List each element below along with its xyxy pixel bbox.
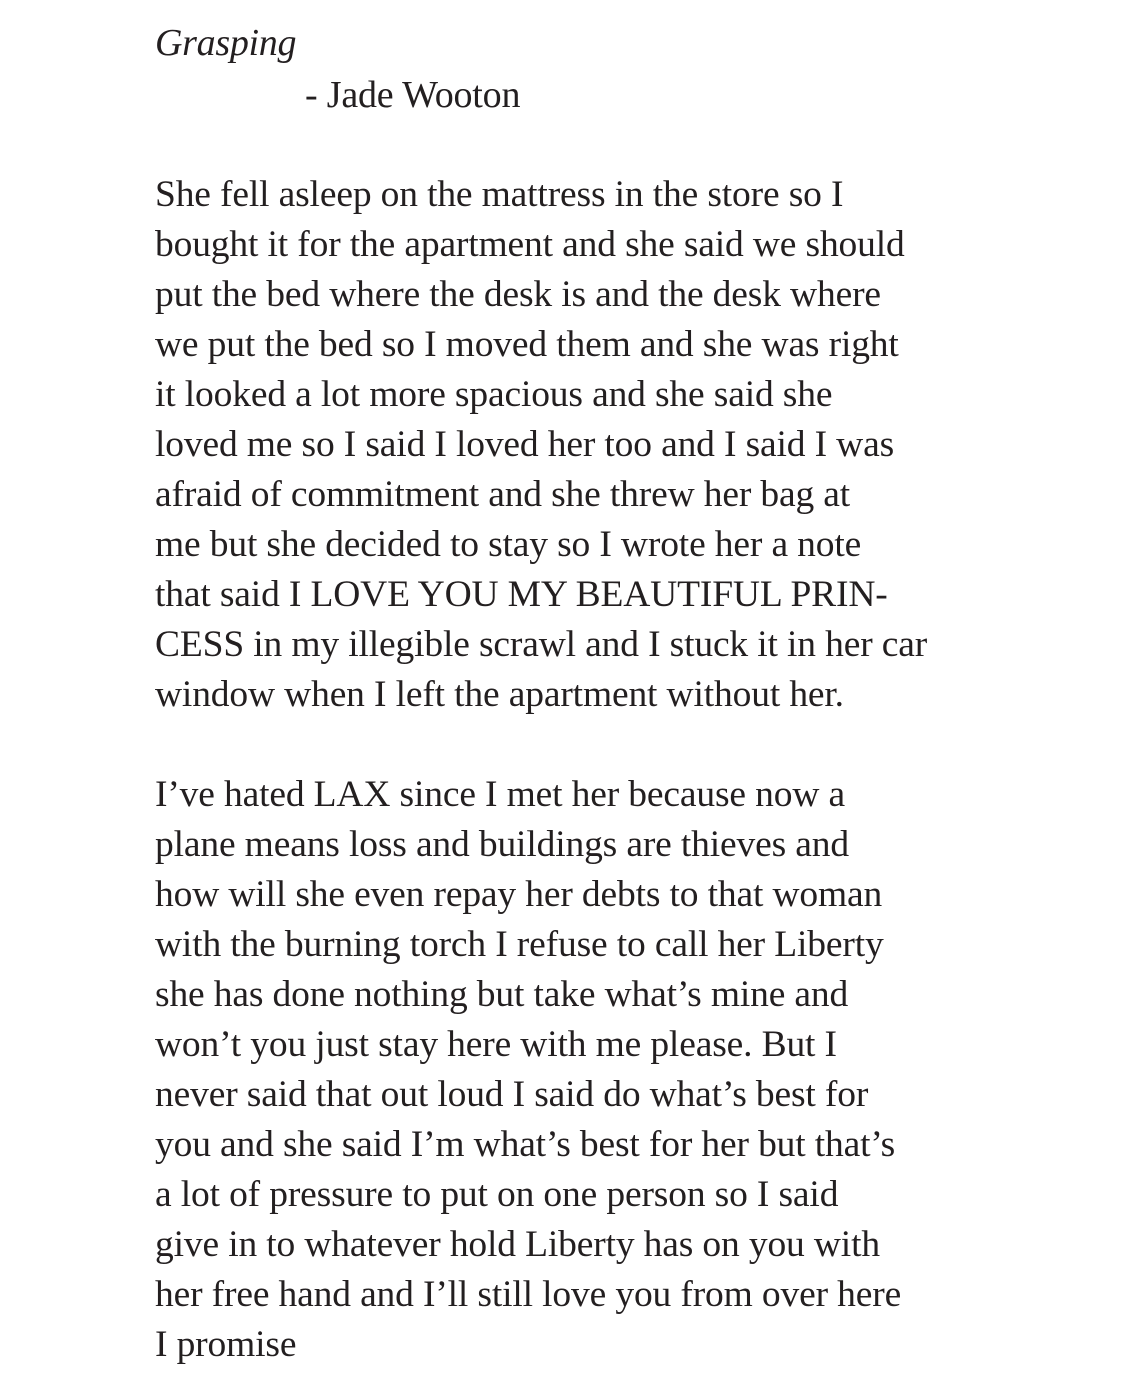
poem-title: Grasping — [155, 22, 297, 64]
poem-line: She fell asleep on the mattress in the store so I — [155, 174, 844, 215]
stanza-2 — [155, 770, 901, 1370]
poem-line: that said I LOVE YOU MY BEAUTIFUL PRIN- — [155, 574, 888, 615]
poem-line: I’ve hated LAX since I met her because now a — [155, 774, 845, 815]
poem-line: how will she even repay her debts to that woman — [155, 874, 883, 915]
poem-line: we put the bed so I moved them and she was right — [155, 324, 899, 365]
poem-line: put the bed where the desk is and the desk where — [155, 274, 881, 315]
poem-line: it looked a lot more spacious and she said she — [155, 374, 833, 415]
poem-line: she has done nothing but take what’s mine and — [155, 974, 849, 1015]
poem-line: you and she said I’m what’s best for her but that’s — [155, 1124, 896, 1165]
poem-line: won’t you just stay here with me please. But I — [155, 1024, 837, 1065]
poem-line: a lot of pressure to put on one person so I said — [155, 1174, 839, 1215]
poem-line: afraid of commitment and she threw her bag at — [155, 474, 851, 515]
poem-line: I promise — [155, 1324, 297, 1365]
poem-line: window when I left the apartment without her. — [155, 674, 844, 715]
poem-line: with the burning torch I refuse to call her Liberty — [155, 924, 884, 965]
poem-line: CESS in my illegible scrawl and I stuck it in her car — [155, 624, 928, 665]
poem-line: never said that out loud I said do what’s best for — [155, 1074, 869, 1115]
poem-line: loved me so I said I loved her too and I said I was — [155, 424, 895, 465]
poem-line: her free hand and I’ll still love you from over here — [155, 1274, 902, 1315]
poem-line: me but she decided to stay so I wrote her a note — [155, 524, 862, 565]
poem-author: - Jade Wooton — [305, 74, 521, 116]
stanza-1 — [155, 170, 927, 720]
poem-line: plane means loss and buildings are thieves and — [155, 824, 849, 865]
poem-line: give in to whatever hold Liberty has on you with — [155, 1224, 880, 1265]
poem-line: bought it for the apartment and she said we should — [155, 224, 905, 265]
